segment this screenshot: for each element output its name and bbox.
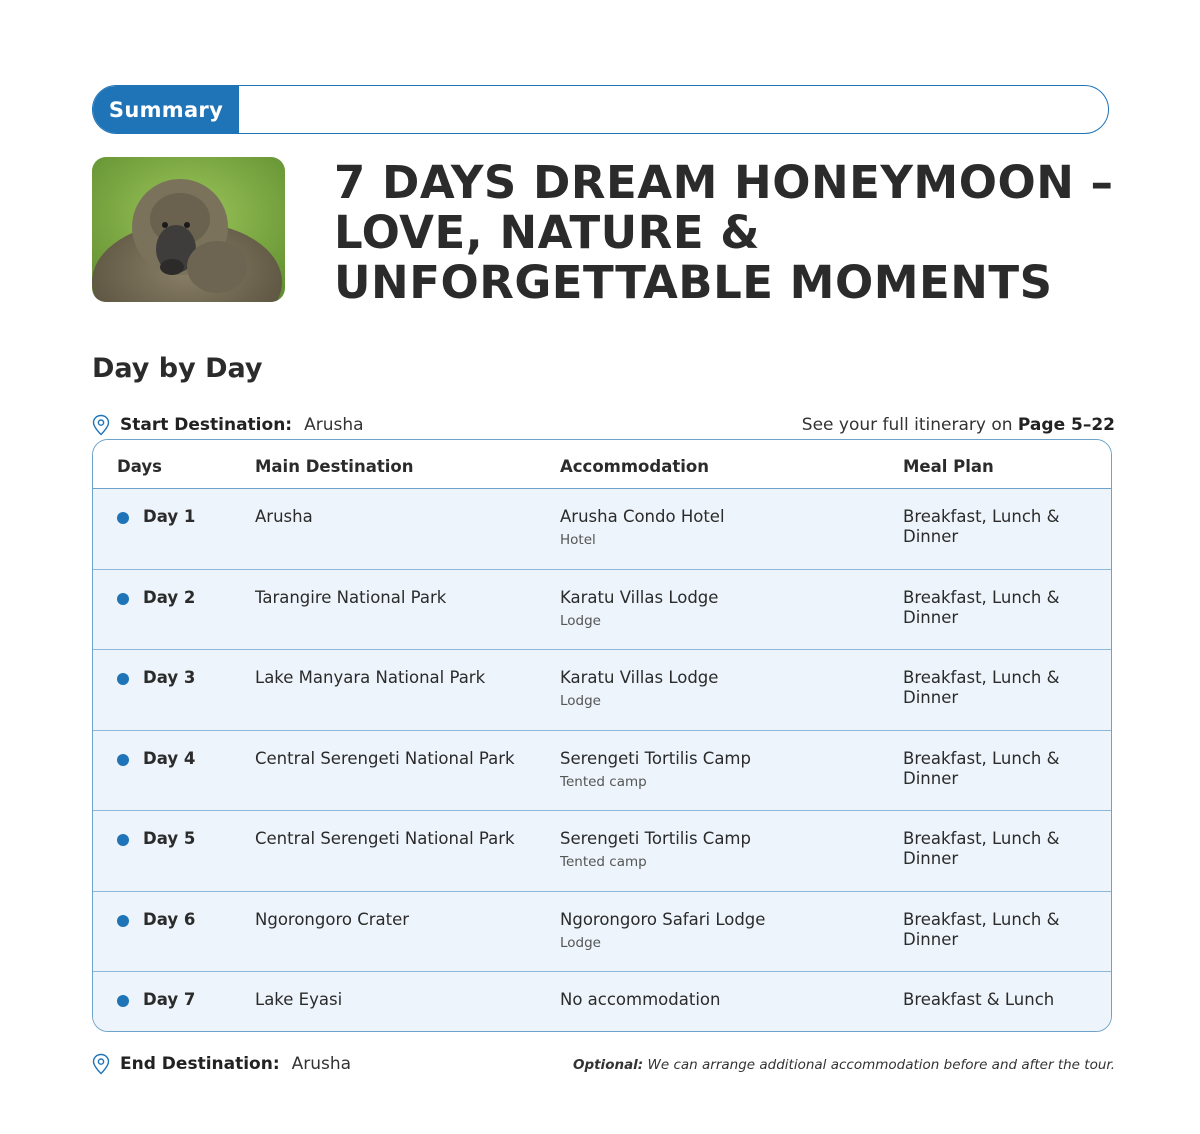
optional-note [573,1057,1115,1073]
main-destination: Central Serengeti National Park [255,748,515,768]
itinerary-page-ref: Page 5–22 [1017,415,1115,435]
header-days: Days [117,457,162,476]
accommodation [560,990,720,1010]
main-destination: Ngorongoro Crater [255,909,410,929]
accommodation-type: Lodge [560,612,601,629]
optional-text: We can arrange additional accommodation before and after the tour. [647,1057,1115,1073]
itinerary-note [802,415,1115,435]
header-destination: Main Destination [255,457,414,476]
header-meal-plan: Meal Plan [903,457,994,476]
end-destination [91,1053,351,1075]
end-destination-label: End Destination: [120,1054,280,1074]
meal-plan: Breakfast, Lunch & Dinner [903,829,1060,868]
day-label: Day 3 [143,668,196,687]
timeline-dot-icon [117,673,129,685]
day-label: Day 7 [143,990,196,1009]
map-pin-icon [91,414,111,436]
timeline-dot-icon [117,593,129,605]
accommodation-name: No accommodation [560,990,721,1009]
accommodation-name: Arusha Condo Hotel [560,507,725,526]
timeline-dot-icon [117,754,129,766]
day-label: Day 6 [143,909,196,929]
hero-photo [92,157,285,302]
meal-plan: Breakfast & Lunch [903,990,1055,1009]
table-row [93,731,1111,812]
optional-label: Optional: [572,1057,644,1073]
section-title: Day by Day [92,353,263,384]
timeline-dot-icon [117,512,129,524]
accommodation-type: Hotel [560,532,596,548]
tour-title: 7 DAYS DREAM HONEYMOON – LOVE, NATURE & UNFORGETTABLE MOMENTS [334,156,1114,309]
table-header [93,440,1111,489]
day-label: Day 5 [143,829,196,848]
accommodation-name: Serengeti Tortilis Camp [560,748,751,768]
accommodation-type: Tented camp [560,773,647,790]
itinerary-table [92,439,1112,1032]
meal-plan: Breakfast, Lunch & Dinner [903,668,1060,707]
start-destination [91,414,364,436]
accommodation [560,829,751,872]
accommodation-name: Ngorongoro Safari Lodge [560,909,766,929]
meal-plan: Breakfast, Lunch & Dinner [903,909,1060,949]
table-row [93,811,1111,892]
accommodation-name: Karatu Villas Lodge [560,587,719,607]
accommodation-type: Tented camp [560,854,647,870]
accommodation-type: Lodge [560,693,601,709]
timeline-dot-icon [117,995,129,1007]
itinerary-note-text: See your full itinerary on [801,415,1013,435]
header-accommodation: Accommodation [560,457,709,476]
day-label: Day 2 [143,587,196,607]
map-pin-icon [91,1053,111,1075]
start-destination-label: Start Destination: [120,415,293,435]
accommodation [560,588,718,631]
main-destination: Lake Eyasi [255,990,343,1009]
day-label: Day 4 [143,748,196,768]
table-row [93,892,1111,973]
main-destination: Tarangire National Park [255,587,447,607]
accommodation [560,749,751,792]
meal-plan: Breakfast, Lunch & Dinner [903,587,1060,627]
accommodation [560,668,718,711]
end-destination-value: Arusha [291,1054,352,1074]
accommodation-name: Karatu Villas Lodge [560,668,719,687]
accommodation-type: Lodge [560,934,601,951]
start-destination-value: Arusha [304,415,364,435]
meal-plan: Breakfast, Lunch & Dinner [903,507,1060,546]
meal-plan: Breakfast, Lunch & Dinner [903,748,1060,788]
accommodation [560,507,725,550]
timeline-dot-icon [117,915,129,927]
table-row [93,489,1111,570]
day-label: Day 1 [143,507,196,526]
main-destination: Lake Manyara National Park [255,668,486,687]
accommodation-name: Serengeti Tortilis Camp [560,829,751,848]
table-row [93,650,1111,731]
timeline-dot-icon [117,834,129,846]
summary-bar [92,85,1109,134]
table-body [93,489,1111,1032]
table-row [93,972,1111,1032]
table-row [93,570,1111,651]
accommodation [560,910,765,953]
main-destination: Central Serengeti National Park [255,829,515,848]
summary-tab: Summary [93,86,239,133]
main-destination: Arusha [255,507,313,526]
